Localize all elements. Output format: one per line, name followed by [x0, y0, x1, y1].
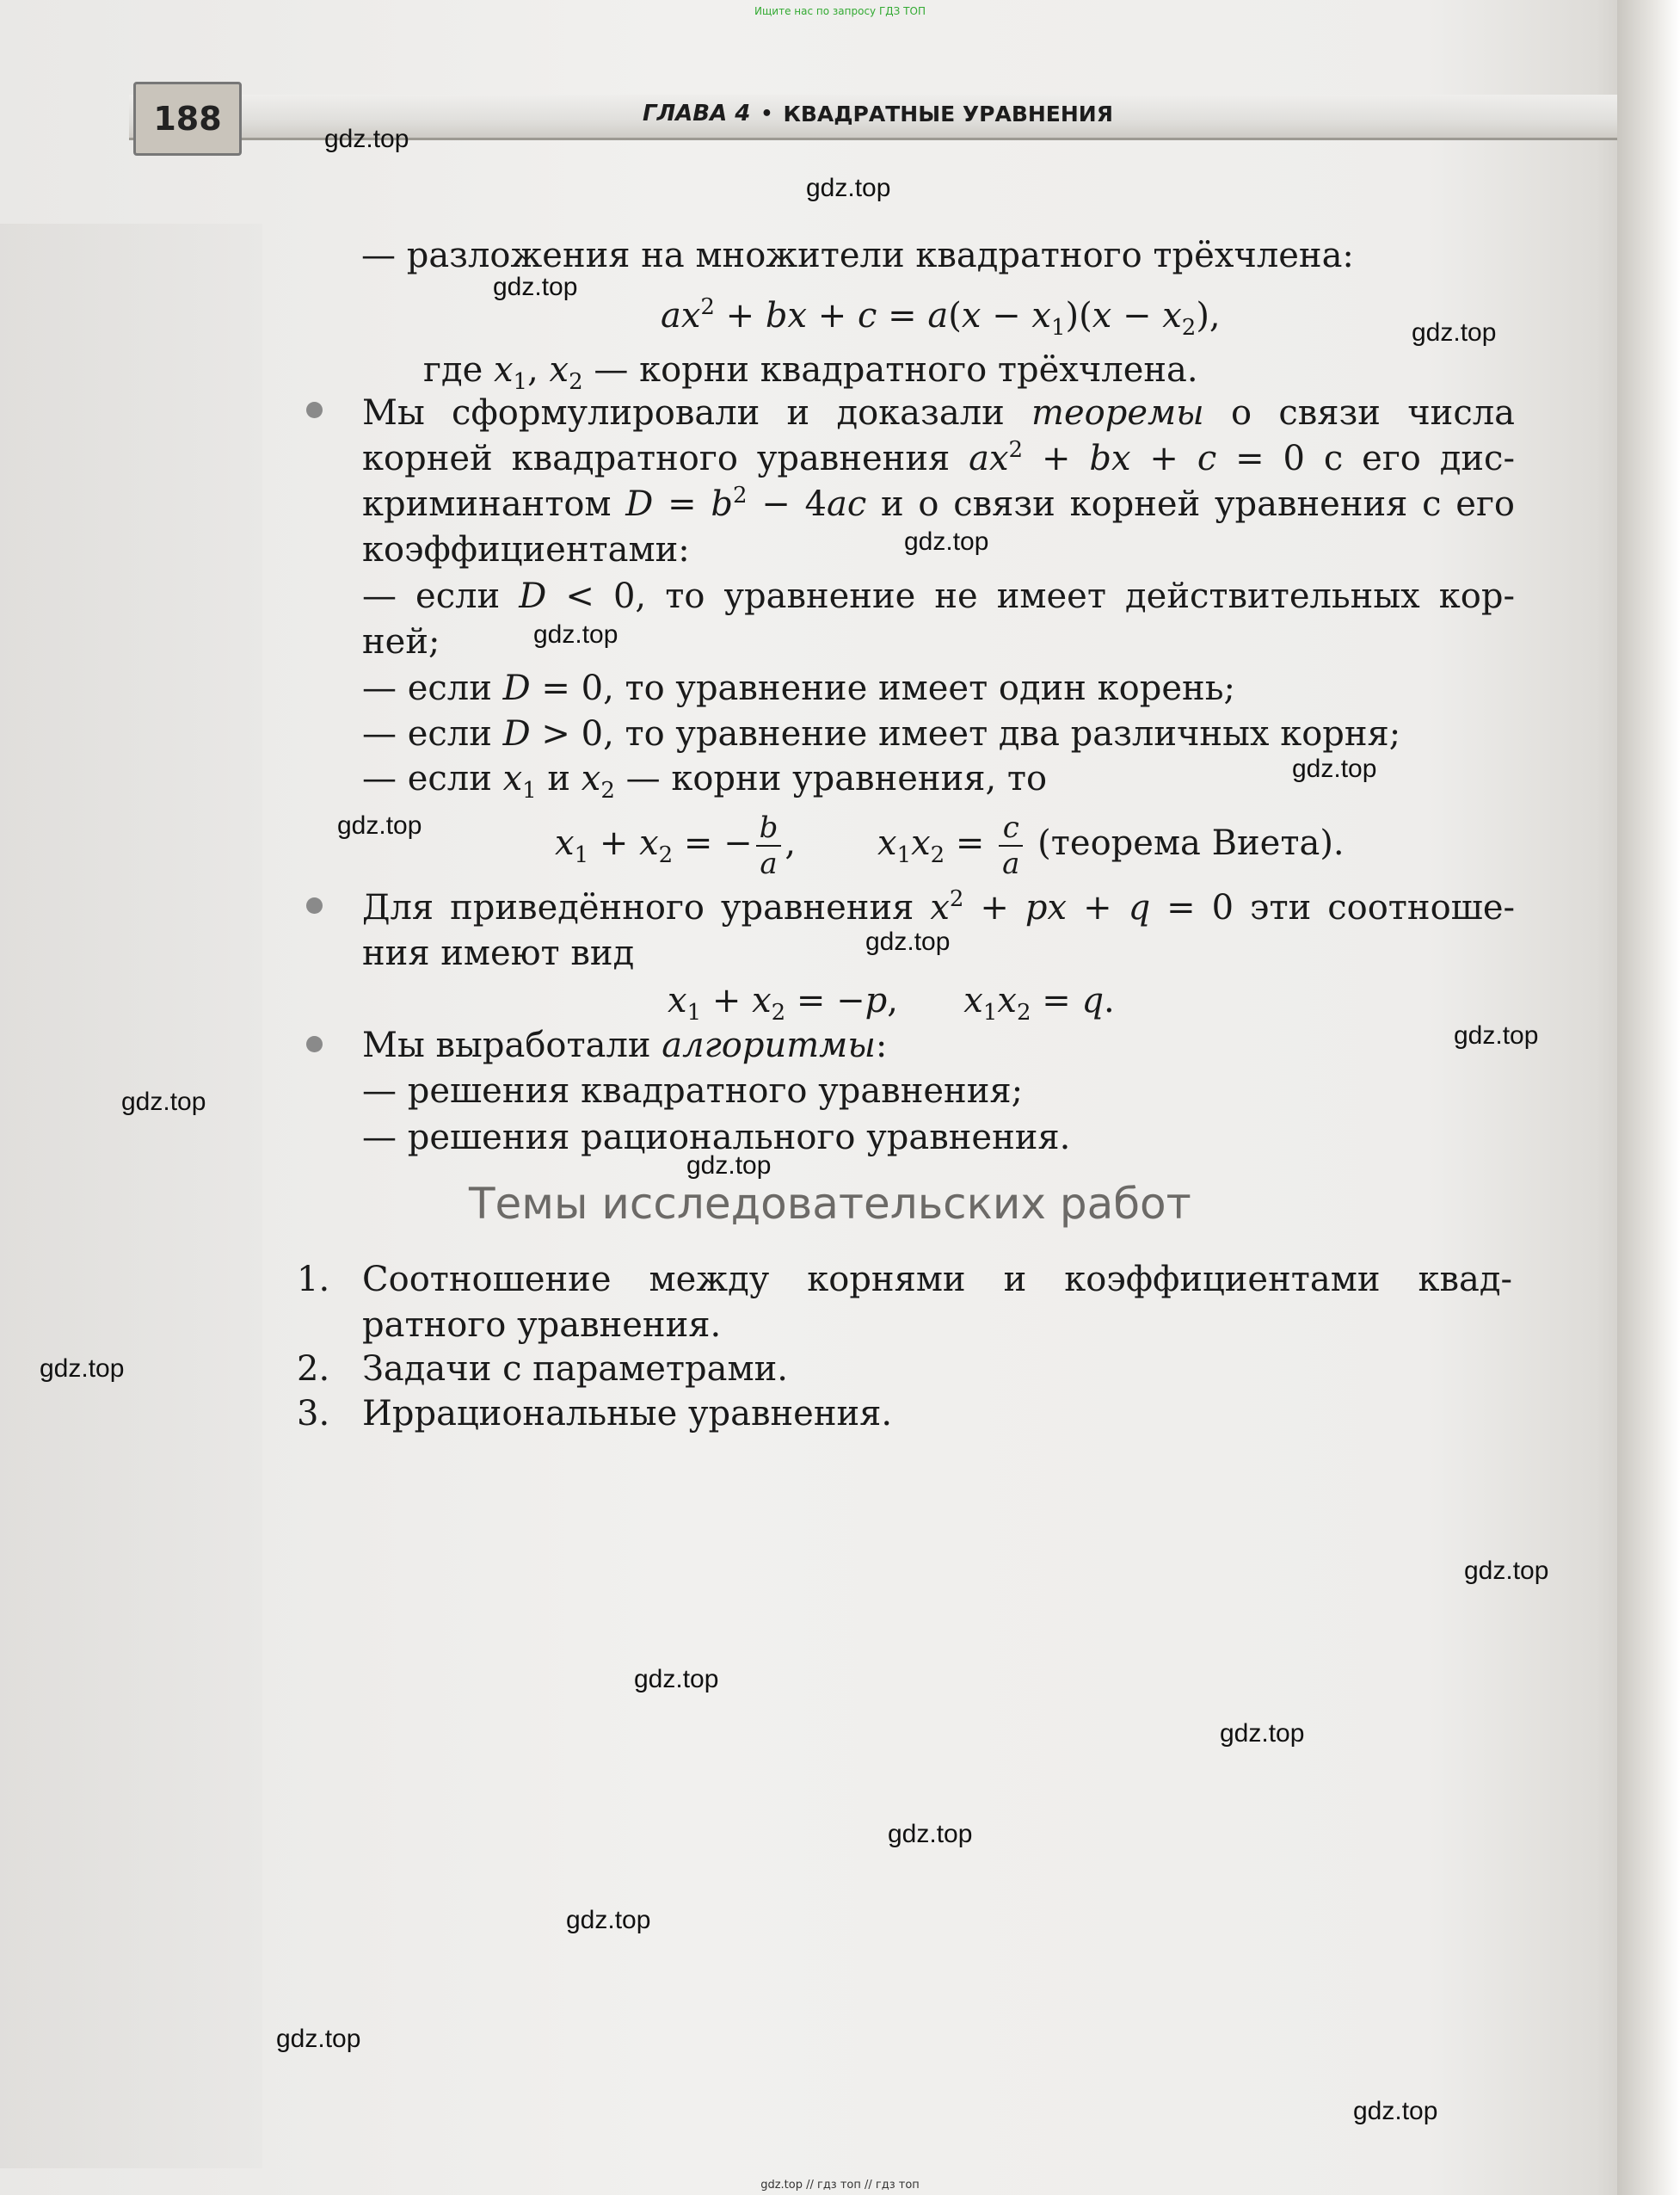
- reduced-eq-line-2: ния имеют вид: [362, 934, 635, 973]
- factorization-formula: $ax^2$ + bx + $c = a(x - x_1)(x - x_2)$,: [661, 294, 1221, 341]
- theorem-line-3: криминантом $D = b^2 - 4ac$ и о связи корней уравнения с его: [362, 483, 1515, 524]
- watermark: gdz.top: [634, 1665, 719, 1693]
- page-number: 188: [133, 82, 242, 156]
- section-title: Темы исследовательских работ: [469, 1179, 1191, 1229]
- chapter-label: ГЛАВА 4: [643, 101, 751, 126]
- topic-1-text-cont: ратного уравнения.: [362, 1305, 722, 1345]
- watermark: gdz.top: [276, 2025, 361, 2053]
- watermark: gdz.top: [686, 1151, 772, 1180]
- chapter-title: КВАДРАТНЫЕ УРАВНЕНИЯ: [783, 101, 1113, 126]
- theorem-line-4: коэффициентами:: [362, 530, 690, 570]
- case-d-negative-cont: ней;: [362, 622, 440, 662]
- topic-2-text: Задачи с параметрами.: [362, 1349, 788, 1389]
- algorithm-item-1: — решения квадратного уравнения;: [362, 1071, 1024, 1111]
- bleed-through-area: [0, 224, 262, 2168]
- watermark: gdz.top: [533, 620, 618, 649]
- topic-1-text: Соотношение между корнями и коэффициентами квад-: [362, 1260, 1512, 1299]
- topic-2-number: 2.: [297, 1349, 330, 1389]
- case-d-positive: — если D > 0, то уравнение имеет два различных корня;: [362, 714, 1401, 754]
- book-spine: [1617, 0, 1680, 2195]
- theorem-line-1: Мы сформулировали и доказали теоремы о связи числа: [362, 393, 1515, 433]
- bullet-marker: [306, 402, 323, 418]
- watermark: gdz.top: [888, 1820, 973, 1848]
- bottom-note: gdz.top // гдз топ // гдз топ: [760, 2179, 920, 2192]
- case-d-negative: — если D < 0, то уравнение не имеет действительных кор-: [362, 576, 1515, 616]
- watermark: gdz.top: [1353, 2097, 1438, 2125]
- watermark: gdz.top: [493, 273, 578, 301]
- watermark: gdz.top: [904, 527, 989, 556]
- topic-1-number: 1.: [297, 1260, 330, 1299]
- bullet-marker: [306, 897, 323, 914]
- vieta-intro: — если $x_1$ и $x_2$ — корни уравнения, то: [362, 759, 1048, 804]
- watermark: gdz.top: [865, 928, 951, 956]
- roots-note-line: где $x_1$, $x_2$ — корни квадратного трёхчлена.: [423, 350, 1198, 395]
- topic-3-number: 3.: [297, 1394, 330, 1434]
- topic-3-text: Иррациональные уравнения.: [362, 1394, 893, 1434]
- reduced-eq-formula: $x_1 + x_2 = -p$, $x_1x_2 = q$.: [668, 981, 1115, 1026]
- watermark: gdz.top: [1220, 1719, 1305, 1748]
- vieta-formula: $x_1 + x_2$ = − $\frac{b}{a}$ ,: [555, 811, 797, 881]
- watermark: gdz.top: [1454, 1021, 1539, 1050]
- watermark: gdz.top: [1292, 755, 1377, 783]
- algorithm-item-2: — решения рационального уравнения.: [362, 1118, 1071, 1157]
- watermark: gdz.top: [806, 174, 891, 202]
- watermark: gdz.top: [1464, 1557, 1549, 1585]
- watermark: gdz.top: [40, 1354, 125, 1383]
- reduced-eq-line-1: Для приведённого уравнения $x^2$ + px + q = 0 эти соотноше-: [362, 886, 1516, 928]
- watermark: gdz.top: [566, 1906, 651, 1934]
- top-note: Ищите нас по запросу ГДЗ ТОП: [754, 5, 926, 17]
- header-separator: •: [760, 102, 773, 125]
- fraction-b-over-a: $\frac{b}{a}$: [756, 813, 782, 879]
- watermark: gdz.top: [324, 125, 409, 153]
- algorithms-line: Мы выработали алгоритмы:: [362, 1026, 888, 1065]
- watermark: gdz.top: [121, 1088, 206, 1116]
- watermark: gdz.top: [1412, 318, 1497, 347]
- theorem-line-2: корней квадратного уравнения $ax^2$ + bx + c = 0 с его дис-: [362, 437, 1515, 478]
- running-header: [643, 96, 1113, 131]
- watermark: gdz.top: [337, 811, 422, 840]
- factorization-line: — разложения на множители квадратного трёхчлена:: [361, 236, 1354, 275]
- bullet-marker: [306, 1036, 323, 1052]
- fraction-c-over-a: $\frac{c}{a}$: [999, 813, 1023, 879]
- vieta-product: $x_1x_2$ = $\frac{c}{a}$ (теорема Виета).: [877, 811, 1345, 881]
- case-d-zero: — если D = 0, то уравнение имеет один корень;: [362, 669, 1235, 708]
